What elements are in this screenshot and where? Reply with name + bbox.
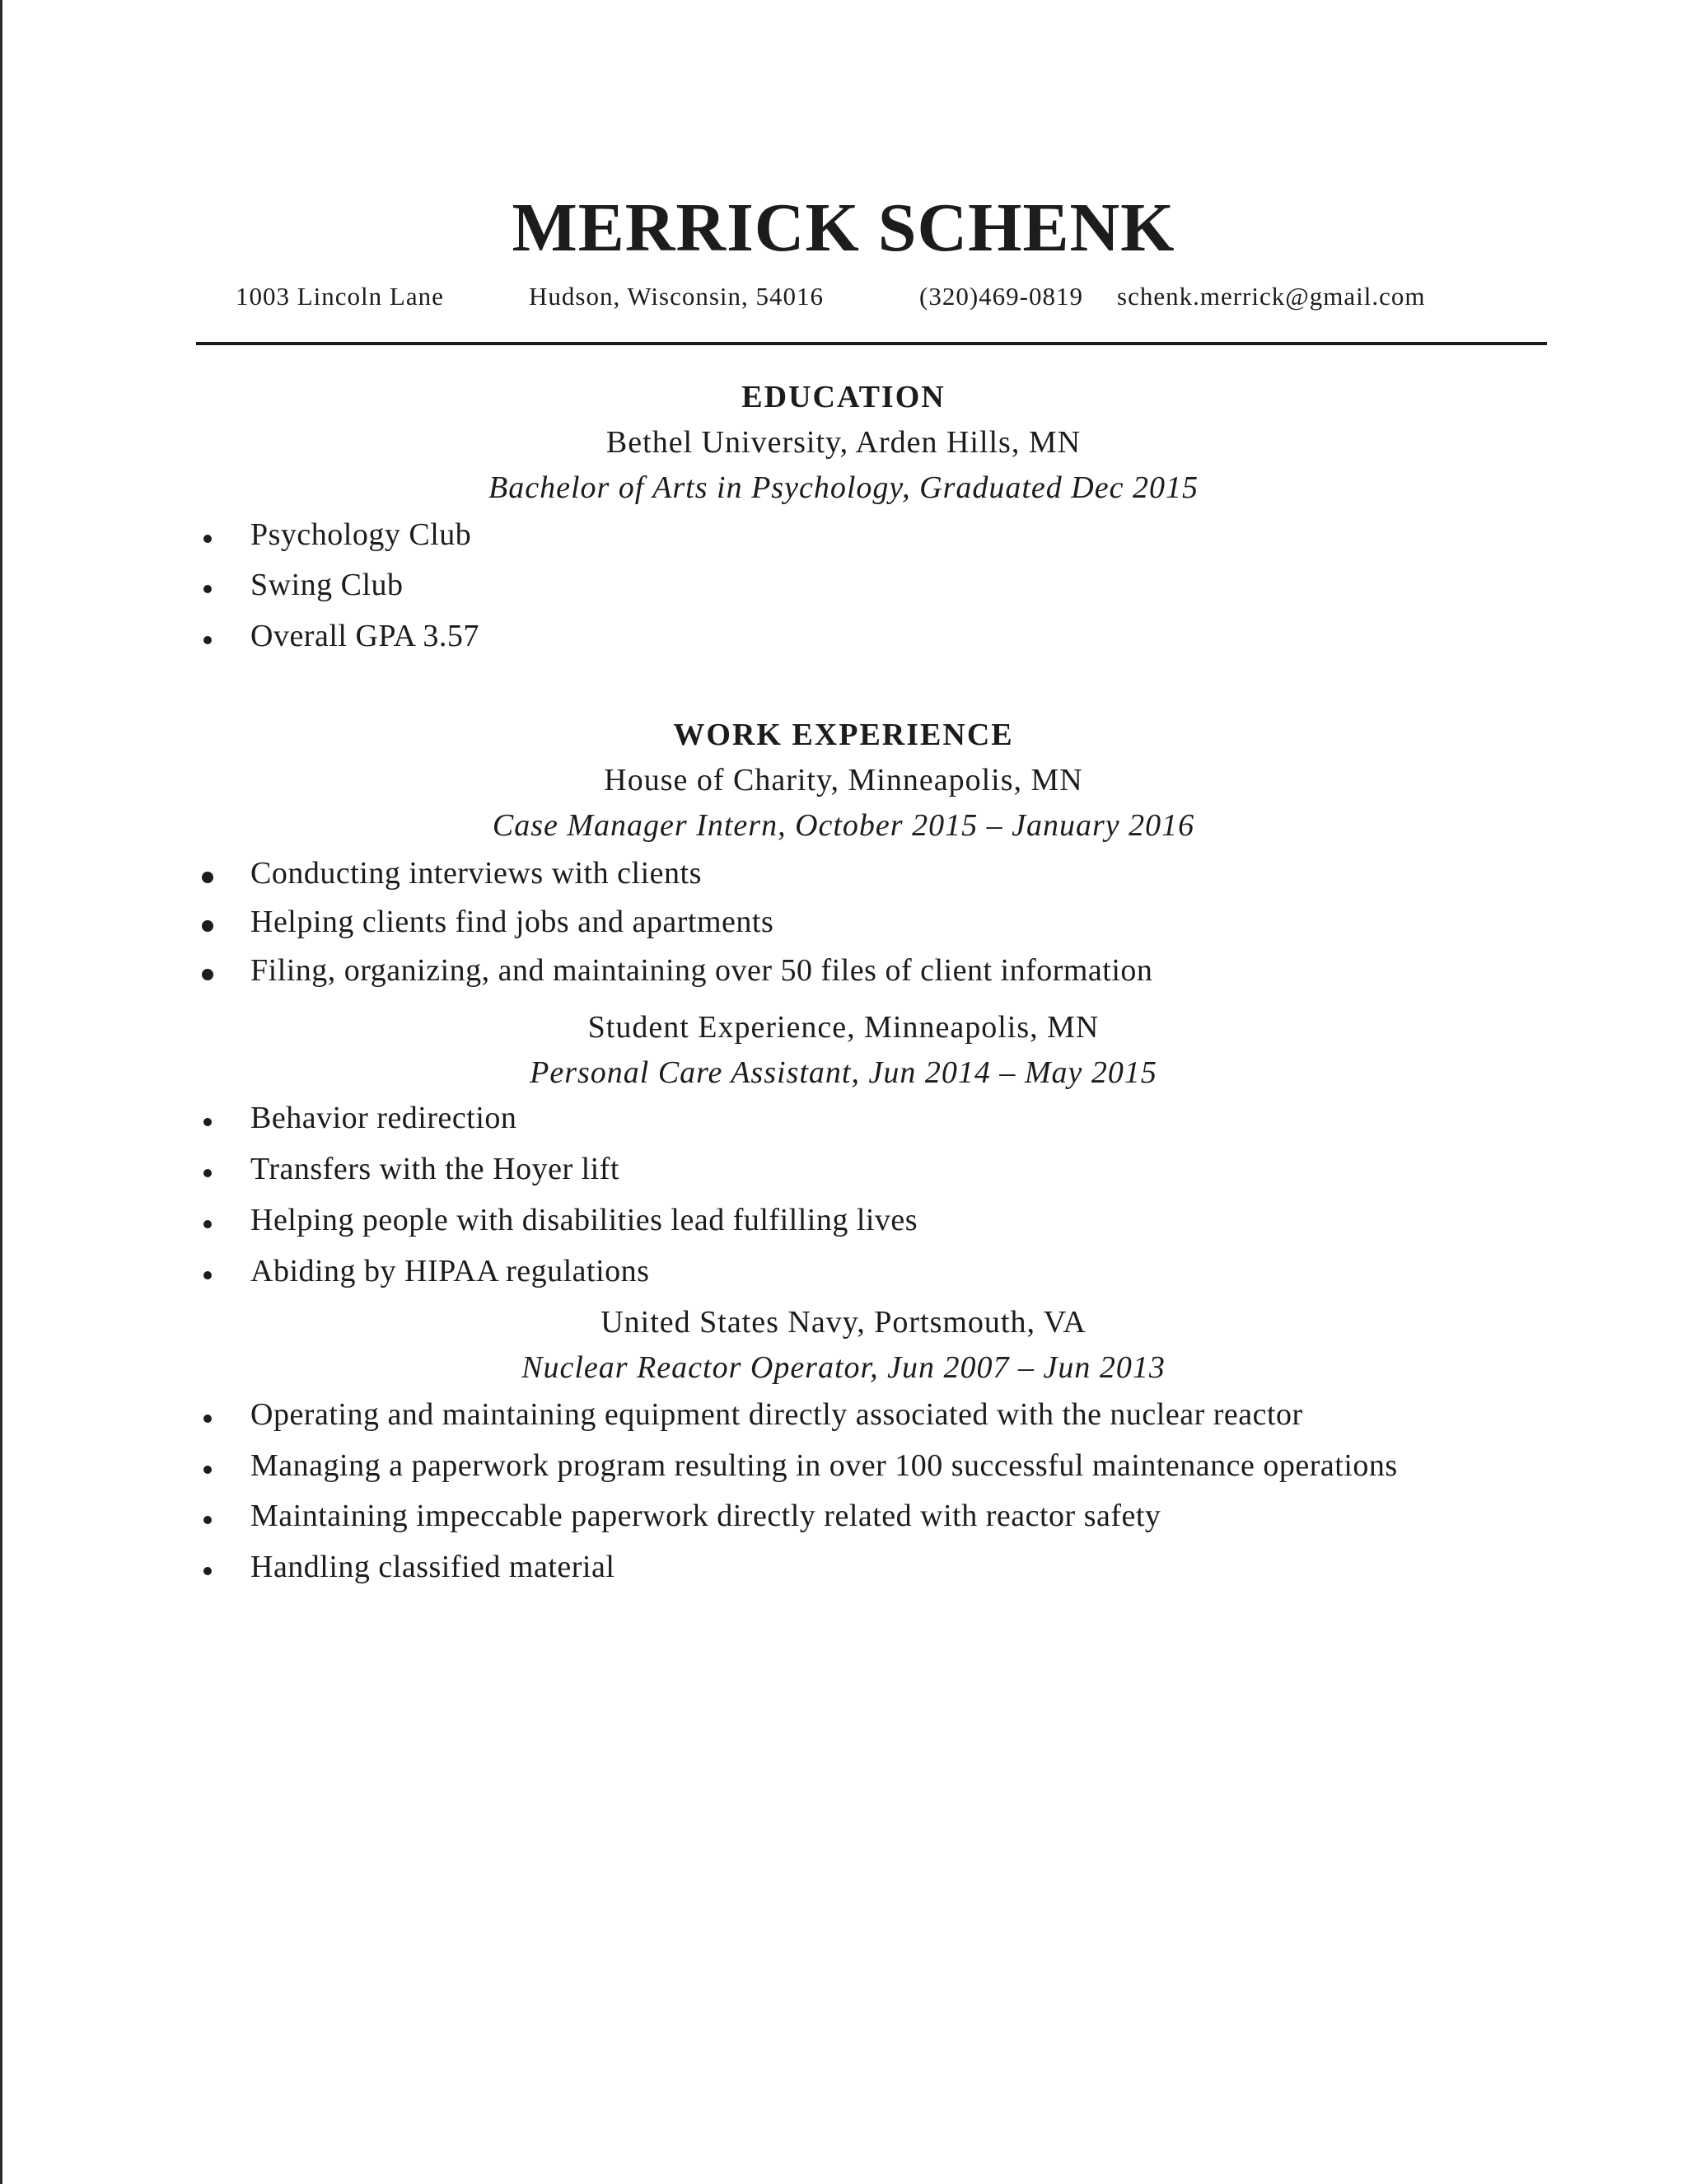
list-item [0, 1202, 1687, 1243]
job-role: Nuclear Reactor Operator, Jun 2007 – Jun 2013 [521, 1350, 1166, 1385]
list-item [0, 952, 1687, 994]
bullet-icon [203, 585, 212, 593]
job-organization: United States Navy, Portsmouth, VA [600, 1305, 1087, 1340]
bullet-icon [202, 969, 213, 980]
header-divider [196, 342, 1547, 345]
education-heading: EDUCATION [741, 380, 946, 414]
list-item [0, 855, 1687, 896]
applicant-name: MERRICK SCHENK [512, 189, 1175, 266]
bullet-icon [203, 1466, 212, 1474]
job-organization: Student Experience, Minneapolis, MN [587, 1010, 1100, 1045]
list-item-text: Helping clients find jobs and apartments [250, 905, 774, 939]
list-item [0, 1253, 1687, 1294]
list-item-text: Psychology Club [250, 517, 472, 552]
job-role: Personal Care Assistant, Jun 2014 – May 2015 [530, 1055, 1157, 1090]
bullet-icon [202, 920, 213, 932]
list-item-text: Transfers with the Hoyer lift [250, 1152, 619, 1186]
bullet-icon [203, 535, 212, 543]
list-item [0, 1151, 1687, 1192]
bullet-icon [203, 1118, 212, 1126]
list-item-text: Conducting interviews with clients [250, 856, 702, 891]
list-item [0, 1100, 1687, 1141]
list-item-text: Handling classified material [250, 1550, 615, 1584]
education-degree: Bachelor of Arts in Psychology, Graduated Dec 2015 [488, 470, 1199, 505]
bullet-icon [203, 1220, 212, 1228]
list-item-text: Swing Club [250, 568, 404, 602]
list-item-text: Overall GPA 3.57 [250, 619, 479, 653]
contact-email: schenk.merrick@gmail.com [1117, 282, 1426, 311]
list-item [0, 1396, 1687, 1438]
list-item [0, 517, 1687, 558]
contact-city: Hudson, Wisconsin, 54016 [529, 282, 825, 311]
contact-phone: (320)469-0819 [919, 282, 1083, 311]
list-item [0, 1498, 1687, 1539]
education-school: Bethel University, Arden Hills, MN [605, 425, 1082, 460]
bullet-icon [203, 1169, 212, 1177]
bullet-icon [203, 1415, 212, 1423]
list-item [0, 618, 1687, 659]
list-item-text: Maintaining impeccable paperwork directly related with reactor safety [250, 1499, 1161, 1533]
contact-street: 1003 Lincoln Lane [236, 282, 444, 311]
list-item [0, 1447, 1687, 1489]
list-item-text: Helping people with disabilities lead fulfilling lives [250, 1203, 918, 1237]
bullet-icon [202, 872, 213, 883]
bullet-icon [203, 1271, 212, 1279]
scan-edge [0, 0, 2, 2184]
list-item [0, 1549, 1687, 1590]
list-item-text: Abiding by HIPAA regulations [250, 1254, 650, 1288]
list-item-text: Managing a paperwork program resulting in over 100 successful maintenance operations [250, 1448, 1398, 1483]
list-item [0, 567, 1687, 608]
list-item-text: Operating and maintaining equipment directly associated with the nuclear reactor [250, 1397, 1303, 1432]
bullet-icon [203, 636, 212, 644]
bullet-icon [203, 1567, 212, 1575]
list-item-text: Behavior redirection [250, 1101, 517, 1135]
job-organization: House of Charity, Minneapolis, MN [604, 763, 1083, 797]
job-role: Case Manager Intern, October 2015 – January 2016 [492, 808, 1195, 843]
list-item [0, 904, 1687, 945]
bullet-icon [203, 1516, 212, 1524]
list-item-text: Filing, organizing, and maintaining over 50 files of client information [250, 953, 1153, 988]
work-heading: WORK EXPERIENCE [673, 718, 1014, 752]
